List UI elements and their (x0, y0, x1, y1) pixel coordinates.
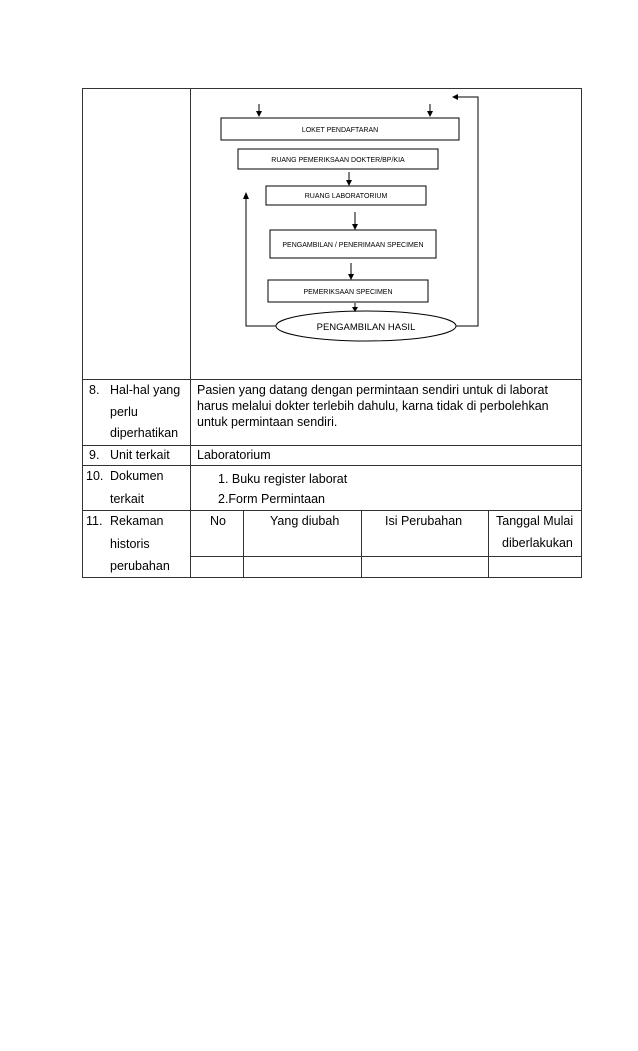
history-header-date-line2: diberlakukan (502, 536, 573, 550)
row-divider-8 (82, 445, 582, 446)
row-divider-9 (82, 465, 582, 466)
flow-step-1: LOKET PENDAFTARAN (301, 127, 379, 134)
row8-number: 8. (89, 383, 100, 397)
flow-step-3: RUANG LABORATORIUM (304, 193, 388, 200)
row11-label-line3: perubahan (110, 559, 170, 573)
history-col-3 (488, 510, 489, 578)
row8-content-line1: Pasien yang datang dengan permintaan sendiri untuk di laborat (197, 383, 548, 397)
flowchart (0, 0, 638, 400)
return-loop-left (246, 198, 276, 326)
flow-step-5: PEMERIKSAAN SPECIMEN (303, 289, 393, 296)
history-header-no: No (210, 514, 226, 528)
row8-content-line3: untuk permintaan sendiri. (197, 415, 338, 429)
row-divider-10 (82, 510, 582, 511)
row11-number: 11. (86, 514, 103, 528)
history-header-date-line1: Tanggal Mulai (496, 514, 574, 528)
flow-final-step: PENGAMBILAN HASIL (316, 322, 416, 333)
history-table-divider (190, 556, 582, 557)
row10-number: 10. (86, 469, 104, 483)
row9-number: 9. (89, 448, 100, 462)
row8-label-line2: perlu (110, 405, 138, 419)
row9-label: Unit terkait (110, 448, 170, 462)
history-col-1 (243, 510, 244, 578)
flow-step-4: PENGAMBILAN / PENERIMAAN SPECIMEN (282, 242, 424, 249)
row10-item-1: 1. Buku register laborat (218, 472, 348, 486)
row9-content: Laboratorium (197, 448, 271, 462)
row8-content-line2: harus melalui dokter terlebih dahulu, karna tidak di perbolehkan (197, 399, 549, 413)
row10-label-line1: Dokumen (110, 469, 164, 483)
history-header-content: Isi Perubahan (385, 514, 463, 528)
history-header-changed: Yang diubah (270, 514, 340, 528)
history-col-2 (361, 510, 362, 578)
row8-label-line3: diperhatikan (110, 426, 179, 440)
flow-step-2: RUANG PEMERIKSAAN DOKTER/BP/KIA (271, 157, 405, 164)
row11-label-line1: Rekaman (110, 514, 164, 528)
row11-label-line2: historis (110, 537, 150, 551)
row8-label-line1: Hal-hal yang (110, 383, 181, 397)
row10-label-line2: terkait (110, 492, 145, 506)
row10-item-2: 2.Form Permintaan (218, 492, 325, 506)
